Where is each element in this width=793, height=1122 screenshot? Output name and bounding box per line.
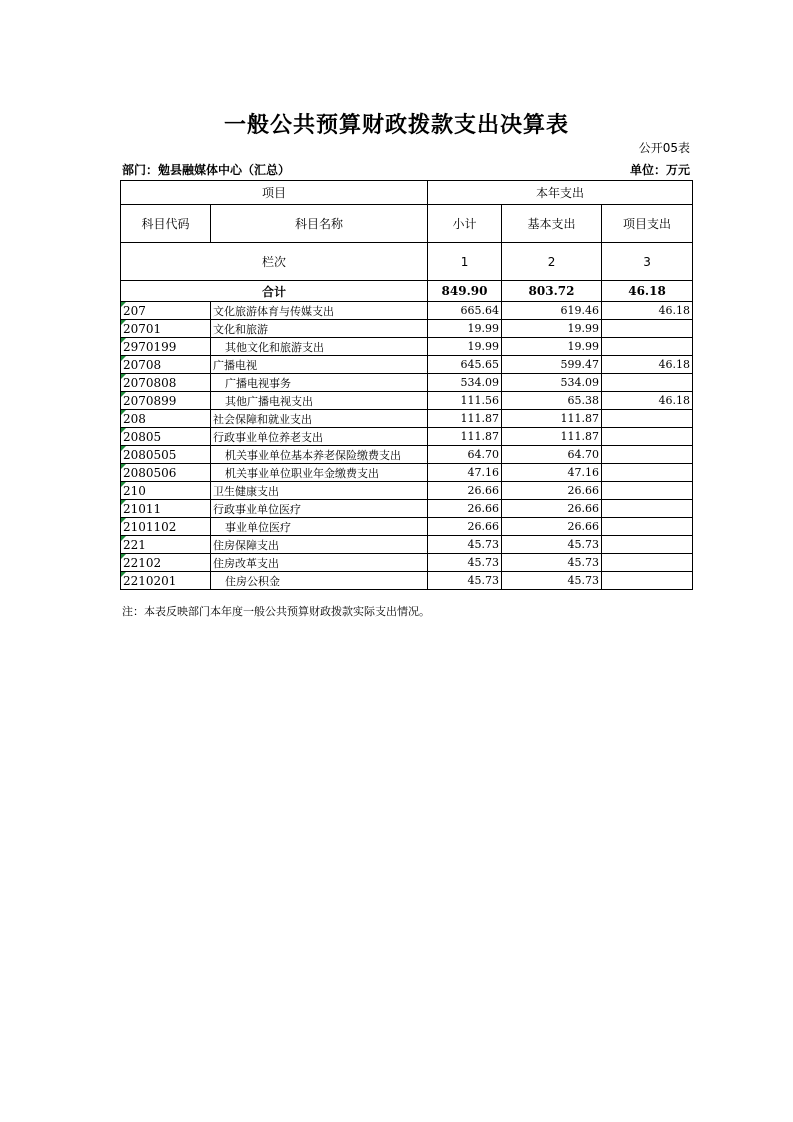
- project-cell: [602, 554, 693, 572]
- subtotal-cell: 19.99: [428, 338, 502, 356]
- cell-marker-icon: [121, 518, 126, 523]
- cell-marker-icon: [121, 572, 126, 577]
- header-basic: 基本支出: [502, 205, 602, 243]
- subtotal-cell: 45.73: [428, 572, 502, 590]
- cell-marker-icon: [121, 464, 126, 469]
- basic-cell: 599.47: [502, 356, 602, 374]
- table-row: [121, 410, 693, 428]
- project-cell: [602, 410, 693, 428]
- subtotal-cell: 111.87: [428, 410, 502, 428]
- table-row: [121, 356, 693, 374]
- total-subtotal: 849.90: [428, 281, 502, 302]
- table-row: [121, 302, 693, 320]
- project-cell: [602, 374, 693, 392]
- subject-name-cell: 行政事业单位医疗: [211, 500, 428, 518]
- subtotal-cell: 645.65: [428, 356, 502, 374]
- cell-marker-icon: [121, 392, 126, 397]
- form-code: 公开05表: [638, 141, 690, 155]
- table-row: [121, 446, 693, 464]
- subject-name-cell: 机关事业单位职业年金缴费支出: [211, 464, 428, 482]
- total-row: [121, 281, 693, 302]
- total-basic: 803.72: [502, 281, 602, 302]
- basic-cell: 65.38: [502, 392, 602, 410]
- basic-cell: 45.73: [502, 536, 602, 554]
- subtotal-cell: 665.64: [428, 302, 502, 320]
- header-current-year: 本年支出: [428, 181, 693, 205]
- subject-name-cell: 行政事业单位养老支出: [211, 428, 428, 446]
- basic-cell: 47.16: [502, 464, 602, 482]
- subtotal-cell: 19.99: [428, 320, 502, 338]
- header-subject-code: 科目代码: [121, 205, 211, 243]
- subtotal-cell: 64.70: [428, 446, 502, 464]
- total-project: 46.18: [602, 281, 693, 302]
- basic-cell: 111.87: [502, 410, 602, 428]
- project-cell: [602, 572, 693, 590]
- subtotal-cell: 111.87: [428, 428, 502, 446]
- unit-label: 单位：万元: [629, 163, 690, 177]
- cell-marker-icon: [121, 428, 126, 433]
- expenditure-table: [120, 180, 693, 590]
- project-cell: [602, 320, 693, 338]
- table-row: [121, 320, 693, 338]
- cell-marker-icon: [121, 356, 126, 361]
- subtotal-cell: 45.73: [428, 554, 502, 572]
- table-row: [121, 338, 693, 356]
- basic-cell: 534.09: [502, 374, 602, 392]
- subject-name-cell: 广播电视事务: [211, 374, 428, 392]
- basic-cell: 45.73: [502, 572, 602, 590]
- subtotal-cell: 26.66: [428, 482, 502, 500]
- basic-cell: 26.66: [502, 482, 602, 500]
- header-project: 项目支出: [602, 205, 693, 243]
- cell-marker-icon: [121, 410, 126, 415]
- subject-code-cell: 2080506: [121, 464, 211, 482]
- subject-name-cell: 社会保障和就业支出: [211, 410, 428, 428]
- subject-name-cell: 文化和旅游: [211, 320, 428, 338]
- table-row: [121, 428, 693, 446]
- basic-cell: 26.66: [502, 500, 602, 518]
- cell-marker-icon: [121, 482, 126, 487]
- subject-code-cell: 20708: [121, 356, 211, 374]
- subject-code-cell: 221: [121, 536, 211, 554]
- subject-code-cell: 208: [121, 410, 211, 428]
- basic-cell: 19.99: [502, 338, 602, 356]
- subject-code-cell: 207: [121, 302, 211, 320]
- project-cell: [602, 338, 693, 356]
- table-row: [121, 374, 693, 392]
- table-row: [121, 392, 693, 410]
- subject-name-cell: 卫生健康支出: [211, 482, 428, 500]
- header-column-index: 栏次: [121, 243, 428, 281]
- footnote: 注：本表反映部门本年度一般公共预算财政拨款实际支出情况。: [122, 605, 430, 618]
- subject-name-cell: 住房保障支出: [211, 536, 428, 554]
- project-cell: [602, 500, 693, 518]
- page-title: 一般公共预算财政拨款支出决算表: [223, 113, 569, 138]
- subject-code-cell: 21011: [121, 500, 211, 518]
- subject-code-cell: 22102: [121, 554, 211, 572]
- subject-code-cell: 210: [121, 482, 211, 500]
- table-row: [121, 518, 693, 536]
- project-cell: [602, 446, 693, 464]
- total-label: 合计: [121, 281, 428, 302]
- subject-code-cell: 2210201: [121, 572, 211, 590]
- header-col2: 2: [502, 243, 602, 281]
- subtotal-cell: 26.66: [428, 500, 502, 518]
- subject-name-cell: 广播电视: [211, 356, 428, 374]
- cell-marker-icon: [121, 374, 126, 379]
- table-body: [121, 302, 693, 590]
- subtotal-cell: 534.09: [428, 374, 502, 392]
- subject-code-cell: 2101102: [121, 518, 211, 536]
- cell-marker-icon: [121, 338, 126, 343]
- subject-name-cell: 其他文化和旅游支出: [211, 338, 428, 356]
- subject-name-cell: 事业单位医疗: [211, 518, 428, 536]
- header-subject-name: 科目名称: [211, 205, 428, 243]
- table-row: [121, 572, 693, 590]
- cell-marker-icon: [121, 302, 126, 307]
- subject-code-cell: 2970199: [121, 338, 211, 356]
- cell-marker-icon: [121, 536, 126, 541]
- subject-name-cell: 机关事业单位基本养老保险缴费支出: [211, 446, 428, 464]
- basic-cell: 19.99: [502, 320, 602, 338]
- cell-marker-icon: [121, 554, 126, 559]
- project-cell: [602, 536, 693, 554]
- header-subtotal: 小计: [428, 205, 502, 243]
- subject-name-cell: 住房改革支出: [211, 554, 428, 572]
- table-row: [121, 554, 693, 572]
- subject-code-cell: 2070808: [121, 374, 211, 392]
- project-cell: [602, 518, 693, 536]
- subtotal-cell: 45.73: [428, 536, 502, 554]
- project-cell: 46.18: [602, 356, 693, 374]
- table-row: [121, 482, 693, 500]
- subject-name-cell: 文化旅游体育与传媒支出: [211, 302, 428, 320]
- header-col1: 1: [428, 243, 502, 281]
- project-cell: [602, 428, 693, 446]
- project-cell: 46.18: [602, 392, 693, 410]
- project-cell: [602, 464, 693, 482]
- table-row: [121, 464, 693, 482]
- header-col3: 3: [602, 243, 693, 281]
- header-item: 项目: [121, 181, 428, 205]
- subject-name-cell: 其他广播电视支出: [211, 392, 428, 410]
- basic-cell: 111.87: [502, 428, 602, 446]
- subject-code-cell: 20805: [121, 428, 211, 446]
- basic-cell: 26.66: [502, 518, 602, 536]
- cell-marker-icon: [121, 320, 126, 325]
- table-row: [121, 536, 693, 554]
- subtotal-cell: 111.56: [428, 392, 502, 410]
- subtotal-cell: 47.16: [428, 464, 502, 482]
- cell-marker-icon: [121, 500, 126, 505]
- department-label: 部门：勉县融媒体中心（汇总）: [122, 163, 291, 177]
- basic-cell: 619.46: [502, 302, 602, 320]
- subject-code-cell: 2080505: [121, 446, 211, 464]
- cell-marker-icon: [121, 446, 126, 451]
- table-row: [121, 500, 693, 518]
- basic-cell: 64.70: [502, 446, 602, 464]
- subject-code-cell: 2070899: [121, 392, 211, 410]
- subject-code-cell: 20701: [121, 320, 211, 338]
- project-cell: [602, 482, 693, 500]
- basic-cell: 45.73: [502, 554, 602, 572]
- subtotal-cell: 26.66: [428, 518, 502, 536]
- project-cell: 46.18: [602, 302, 693, 320]
- subject-name-cell: 住房公积金: [211, 572, 428, 590]
